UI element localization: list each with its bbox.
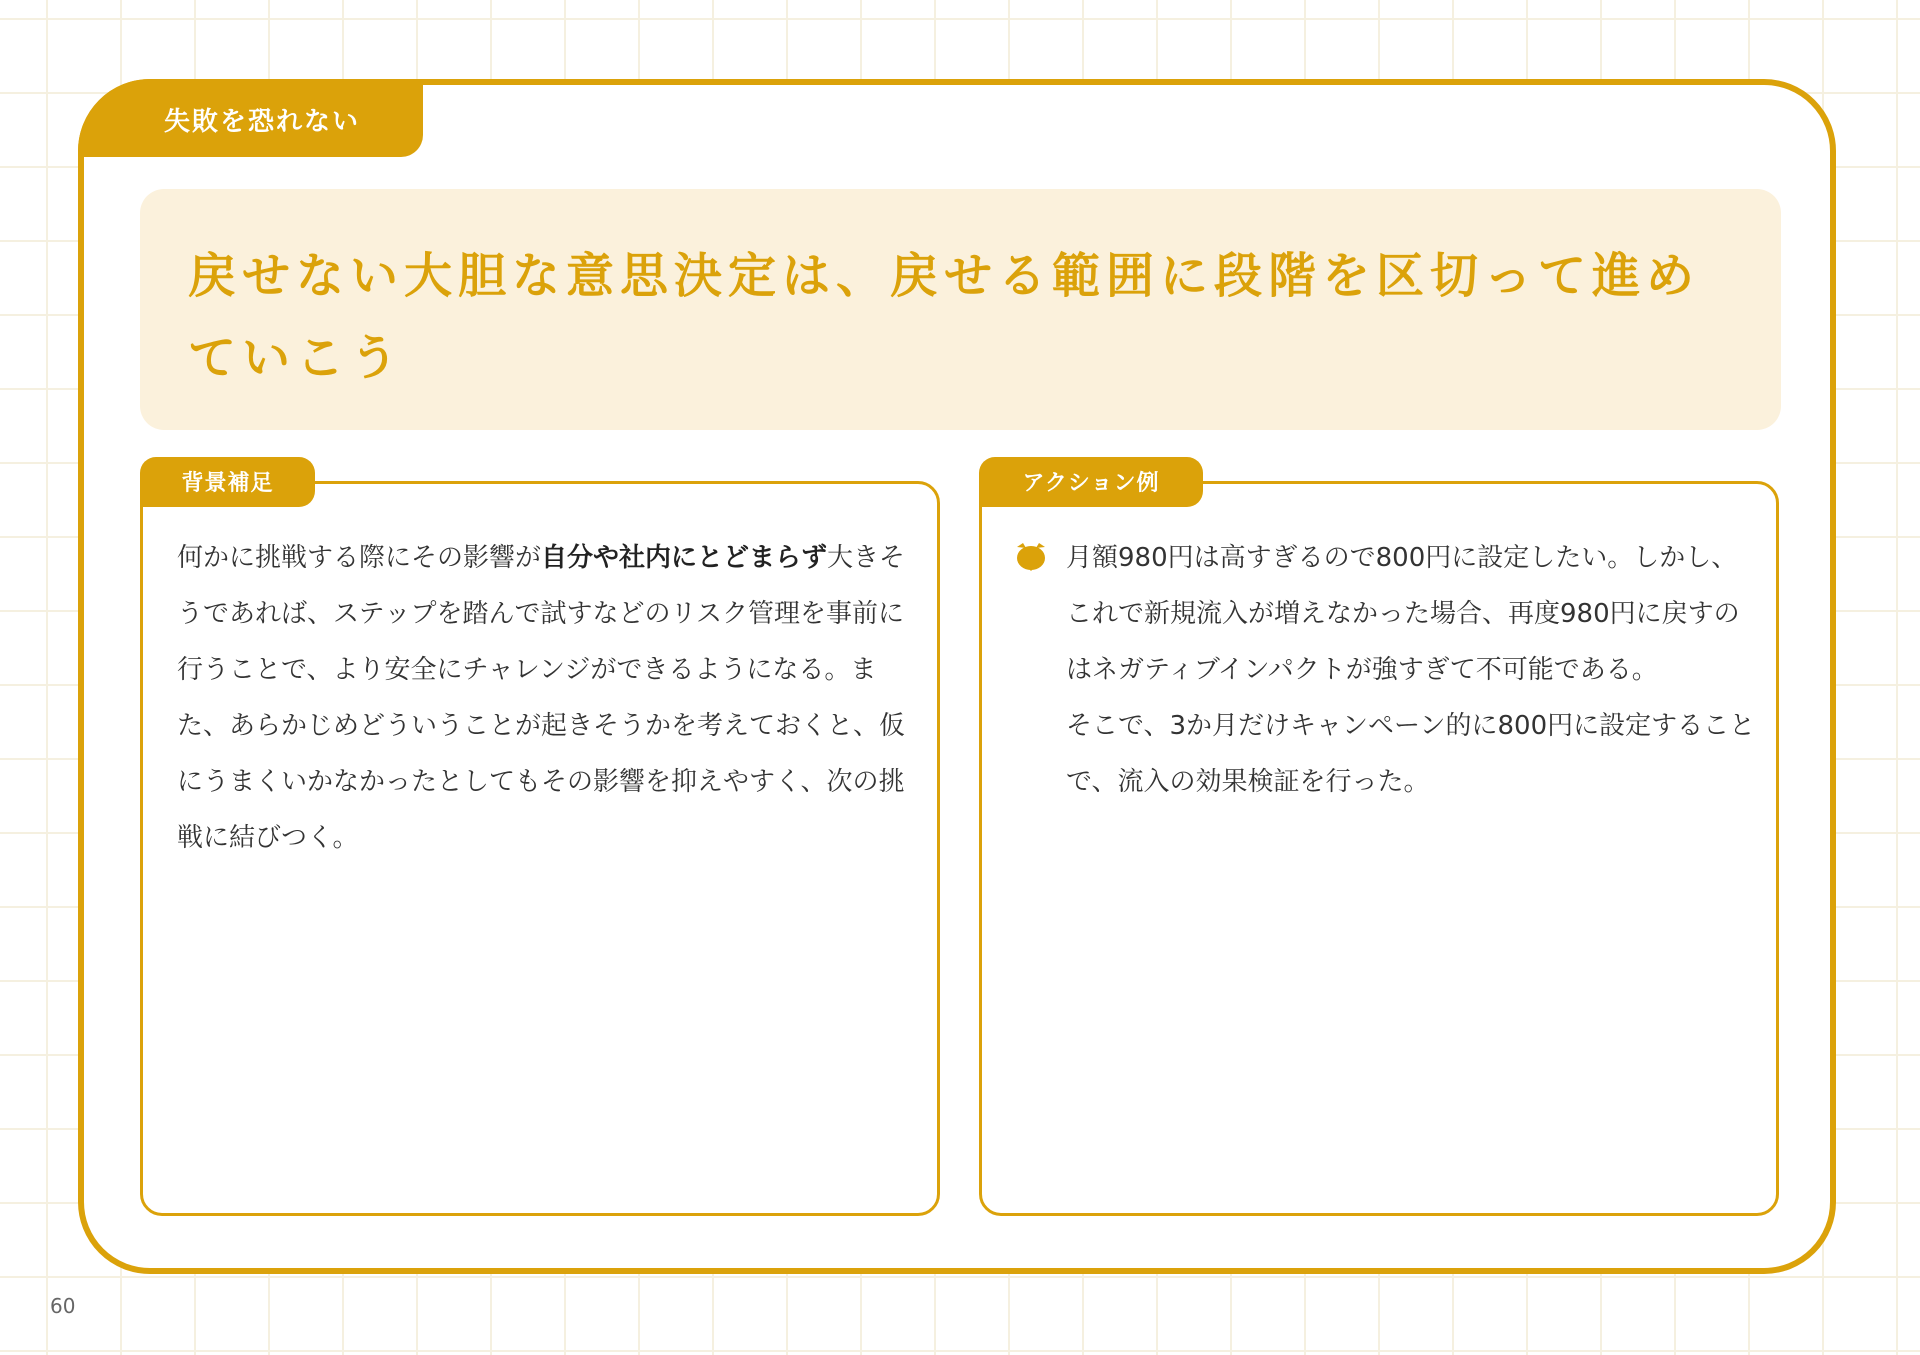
background-text-emphasis: 自分や社内にとどまらず [541, 543, 828, 573]
chick-icon [1014, 541, 1048, 573]
background-text-end: 大きそうであれば、ステップを踏んで試すなどのリスク管理を事前に行うことで、より安全にチャレンジができるようになる。また、あらかじめどういうことが起きそうかを考えておくと、仮にうまくいかなかったとしてもその影響を抑えやすく、次の挑戦に結びつく。 [177, 543, 906, 853]
headline: 戻せない大胆な意思決定は、戻せる範囲に段階を区切って進めていこう [140, 189, 1781, 430]
action-panel-text [1066, 530, 1756, 810]
action-paragraph-2: そこで、3か月だけキャンペーン的に800円に設定することで、流入の効果検証を行った。 [1066, 711, 1756, 797]
background-panel-text [177, 530, 917, 866]
section-label: 失敗を恐れない [78, 79, 423, 157]
background-text-start: 何かに挑戦する際にその影響が [177, 543, 542, 573]
background-panel-label: 背景補足 [140, 457, 315, 507]
action-paragraph-1: 月額980円は高すぎるので800円に設定したい。しかし、これで新規流入が増えなかった場合、再度980円に戻すのはネガティブインパクトが強すぎて不可能である。 [1066, 543, 1740, 685]
page-number: 60 [50, 1294, 76, 1318]
action-panel-label: アクション例 [979, 457, 1203, 507]
